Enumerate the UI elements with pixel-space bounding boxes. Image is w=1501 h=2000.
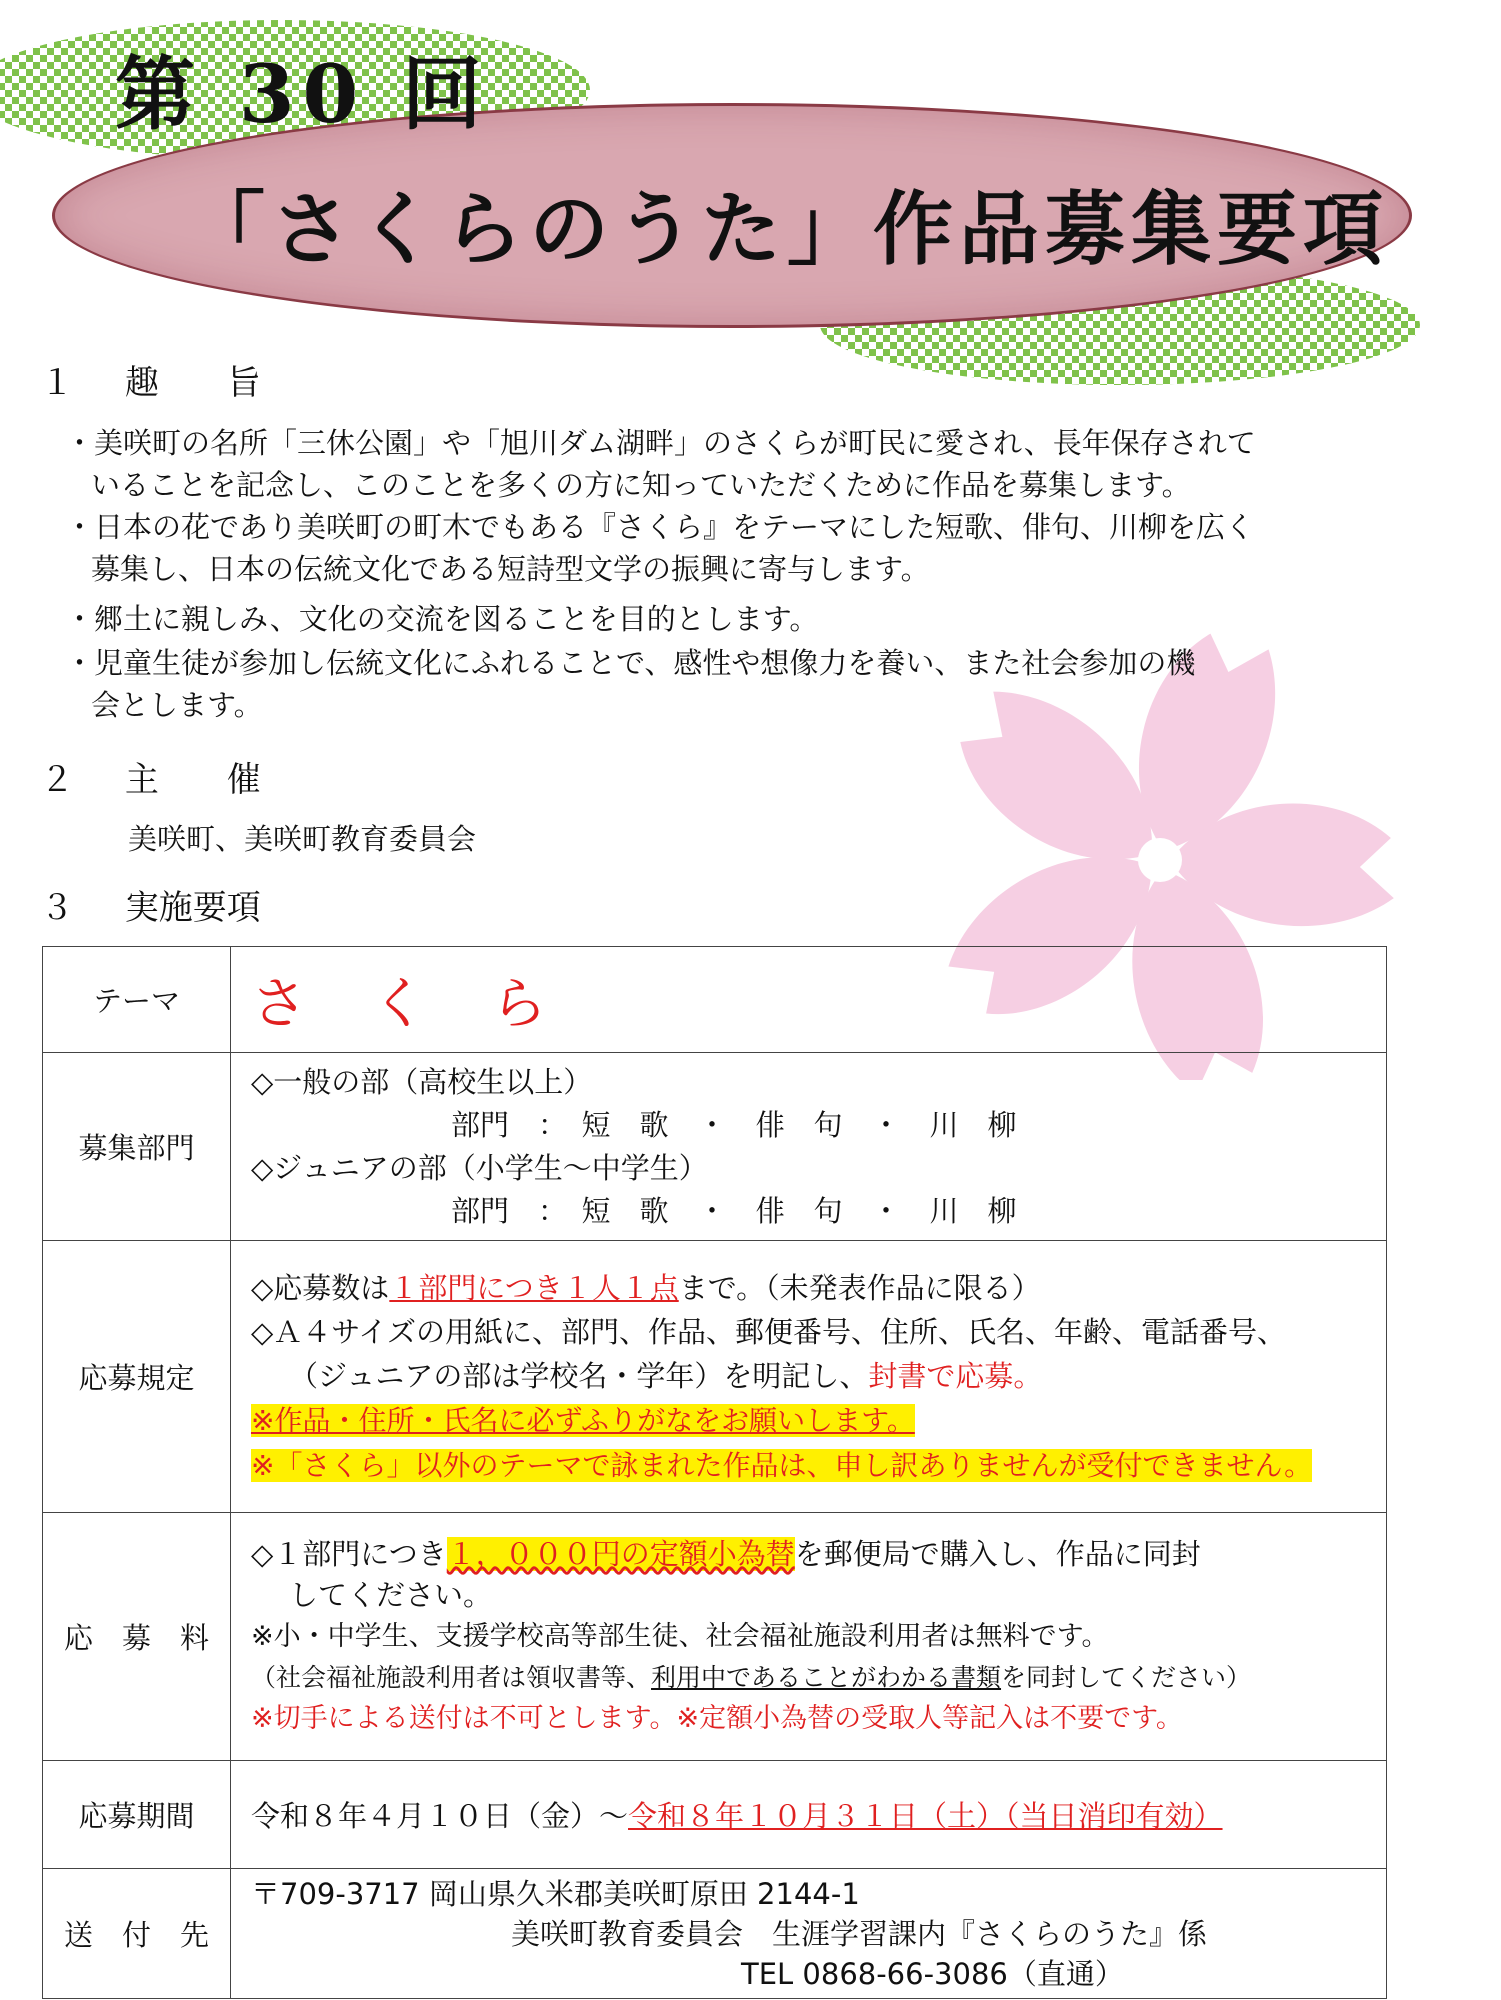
category-junior-sub: 部門 ： 短 歌 ・ 俳 句 ・ 川 柳 [451,1193,1017,1228]
bullet-line: 会とします。 [91,688,263,722]
table-row [43,1053,1387,1241]
theme-cell [231,947,1387,1053]
organizer-text: 美咲町、美咲町教育委員会 [128,822,477,856]
rules-furigana-note: ※作品・住所・氏名に必ずふりがなをお願いします。 [251,1403,915,1437]
address-line-3: TEL 0868-66-3086（直通） [741,1956,1124,1991]
fee-text: ◇１部門につき [251,1537,447,1571]
rules-line-4 [251,1398,1385,1443]
section1-heading [40,355,261,404]
rules-envelope: 封書で応募。 [868,1358,1043,1393]
bullet-line: いることを記念し、このことを多くの方に知っていただくために作品を募集します。 [91,468,1191,502]
section1-bullet [65,598,818,640]
table-row [43,1513,1387,1761]
section3-title: 実施要項 [124,888,261,928]
section3-heading [40,880,261,929]
bullet-line: ・美咲町の名所「三休公園」や「旭川ダム湖畔」のさくらが町民に愛され、長年保存されて [65,426,1256,460]
rules-line-5 [251,1443,1385,1488]
fee-amount: １，０００円の定額小為替 [446,1537,795,1571]
fee-text: （社会福祉施設利用者は領収書等、 [251,1663,652,1692]
rules-limit: １部門につき１人１点 [389,1270,679,1305]
rules-line-3 [251,1354,1385,1398]
rules-cell [231,1241,1387,1513]
table-row [43,1761,1387,1869]
section1-title: 趣 旨 [124,363,261,403]
section3-number: ３ [40,888,74,928]
rules-text: （ジュニアの部は学校名・学年）を明記し、 [289,1358,869,1393]
category-general-sub: 部門 ： 短 歌 ・ 俳 句 ・ 川 柳 [451,1107,1017,1142]
period-start: 令和８年４月１０日（金）～ [251,1799,629,1833]
fee-line-4 [251,1657,1385,1698]
section1-number: １ [40,363,74,403]
category-label: 募集部門 [43,1053,231,1241]
page-title: 「さくらのうた」作品募集要項 [185,182,1389,276]
address-cell [231,1869,1387,1999]
fee-document: 利用中であることがわかる書類 [651,1663,1002,1692]
address-line-2: 美咲町教育委員会 生涯学習課内『さくらのうた』係 [511,1916,1208,1951]
fee-line-1 [251,1534,1385,1575]
table-row [43,1241,1387,1513]
rules-text: ◇応募数は [251,1270,390,1305]
bullet-line: 募集し、日本の伝統文化である短詩型文学の振興に寄与します。 [91,552,930,586]
category-junior: ◇ジュニアの部（小学生～中学生） [251,1150,708,1185]
period-label: 応募期間 [43,1761,231,1869]
bullet-line: ・郷土に親しみ、文化の交流を図ることを目的とします。 [65,602,819,636]
section1-bullet [65,422,1256,506]
requirements-table [42,946,1387,1999]
edition-number: 第 30 回 [115,47,491,141]
rules-text: まで。（未発表作品に限る） [678,1270,1041,1305]
section2-title: 主 催 [124,760,261,800]
period-cell [231,1761,1387,1869]
rules-line-1 [251,1266,1385,1310]
fee-line-2: してください。 [289,1578,493,1612]
section2-heading [40,752,261,801]
section1-bullet [65,642,1195,726]
section2-number: ２ [40,760,74,800]
fee-text: を郵便局で購入し、作品に同封 [794,1537,1201,1571]
address-label: 送 付 先 [43,1869,231,1999]
fee-text: を同封してください） [1001,1663,1252,1692]
rules-theme-note: ※「さくら」以外のテーマで詠まれた作品は、申し訳ありませんが受付できません。 [251,1448,1313,1482]
bullet-line: ・日本の花であり美咲町の町木でもある『さくら』をテーマにした短歌、俳句、川柳を広く [65,510,1255,544]
fee-line-3: ※小・中学生、支援学校高等部生徒、社会福祉施設利用者は無料です。 [251,1621,1109,1652]
category-general: ◇一般の部（高校生以上） [251,1064,593,1099]
bullet-line: ・児童生徒が参加し伝統文化にふれることで、感性や想像力を養い、また社会参加の機 [65,646,1196,680]
theme-value: さ く ら [251,971,551,1037]
section1-bullet [65,506,1254,590]
fee-cell [231,1513,1387,1761]
table-row [43,947,1387,1053]
fee-line-5: ※切手による送付は不可とします。※定額小為替の受取人等記入は不要です。 [251,1703,1183,1734]
rules-label: 応募規定 [43,1241,231,1513]
table-row [43,1869,1387,1999]
period-end: 令和８年１０月３１日（土）（当日消印有効） [628,1799,1223,1833]
category-cell [231,1053,1387,1241]
fee-label: 応 募 料 [43,1513,231,1761]
theme-label: テーマ [43,947,231,1053]
address-line-1: 〒709-3717 岡山県久米郡美咲町原田 2144-1 [251,1876,860,1911]
rules-line-2: ◇Ａ４サイズの用紙に、部門、作品、郵便番号、住所、氏名、年齢、電話番号、 [251,1314,1286,1349]
